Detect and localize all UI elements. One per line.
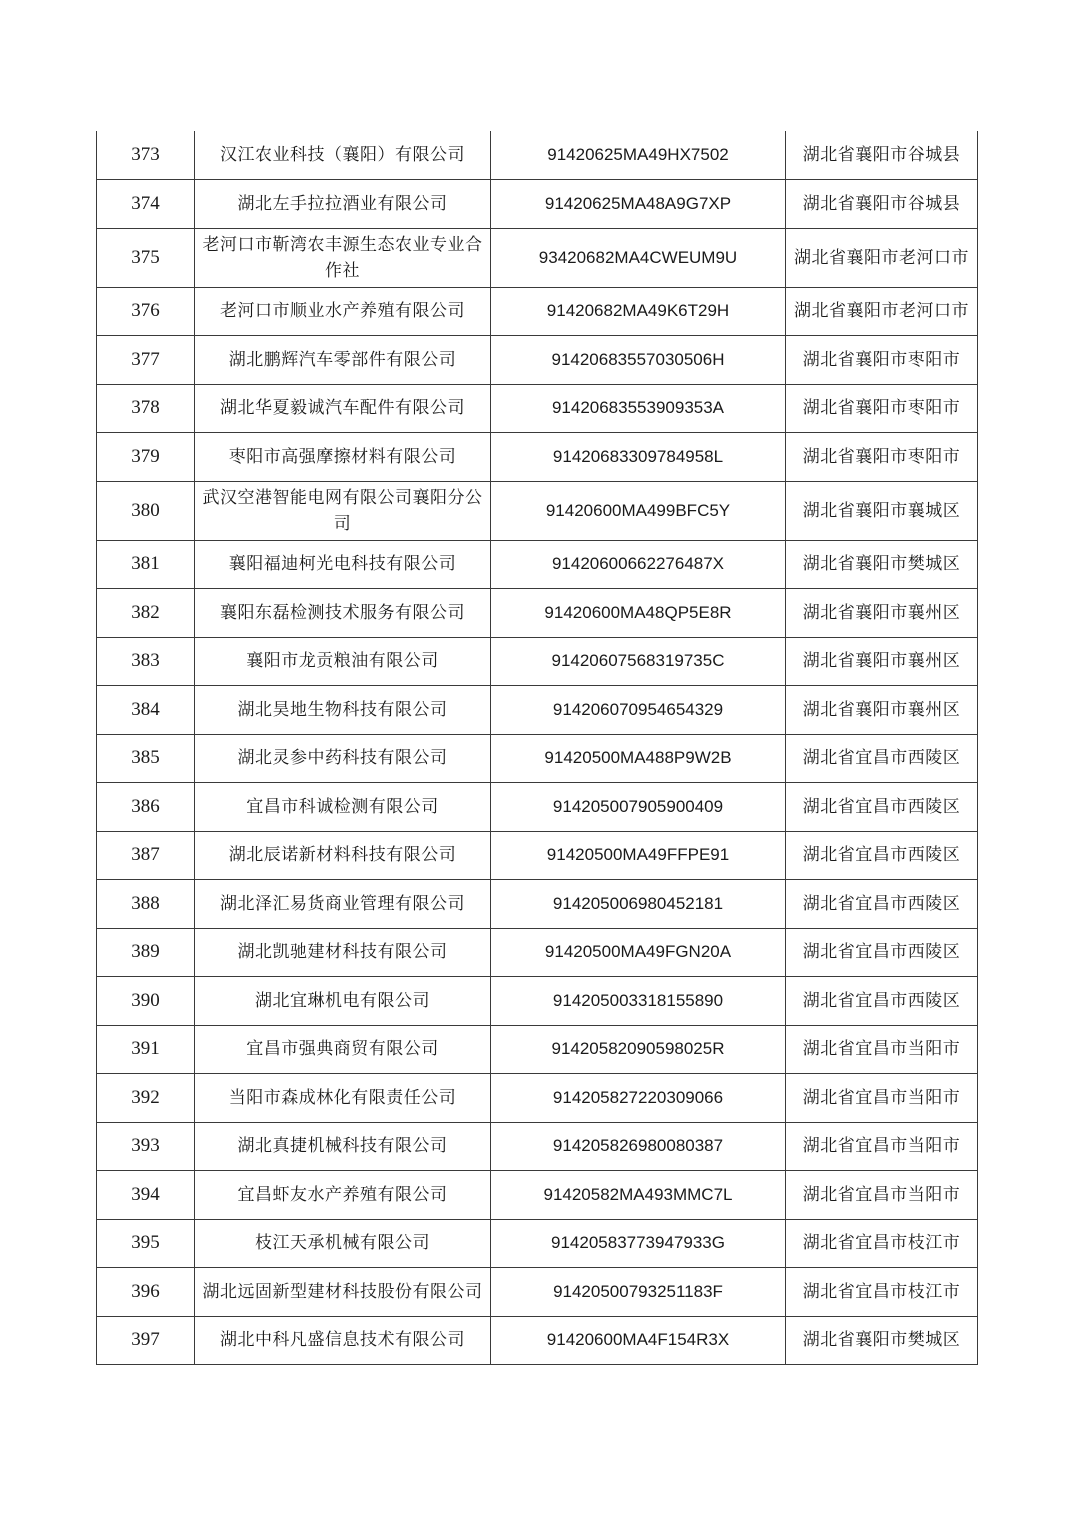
row-index: 393: [97, 1122, 195, 1171]
company-name: 湖北辰诺新材料科技有限公司: [195, 831, 491, 880]
table-row: [97, 1219, 978, 1268]
row-index: 379: [97, 433, 195, 482]
table-row: [97, 228, 978, 287]
region: 湖北省襄阳市樊城区: [786, 540, 978, 589]
credit-code: 914206070954654329: [491, 686, 786, 735]
row-index: 395: [97, 1219, 195, 1268]
region: 湖北省宜昌市当阳市: [786, 1074, 978, 1123]
company-name: 湖北真捷机械科技有限公司: [195, 1122, 491, 1171]
table-row: [97, 880, 978, 929]
row-index: 382: [97, 589, 195, 638]
credit-code: 91420500MA488P9W2B: [491, 734, 786, 783]
company-name: 湖北鹏辉汽车零部件有限公司: [195, 336, 491, 385]
credit-code: 91420683553909353A: [491, 384, 786, 433]
credit-code: 91420500MA49FFPE91: [491, 831, 786, 880]
company-name: 襄阳市龙贡粮油有限公司: [195, 637, 491, 686]
region: 湖北省宜昌市西陵区: [786, 928, 978, 977]
company-name: 宜昌虾友水产养殖有限公司: [195, 1171, 491, 1220]
company-name: 汉江农业科技（襄阳）有限公司: [195, 131, 491, 180]
region: 湖北省宜昌市当阳市: [786, 1171, 978, 1220]
company-name: 湖北华夏毅诚汽车配件有限公司: [195, 384, 491, 433]
table-row: [97, 589, 978, 638]
company-name: 襄阳福迪柯光电科技有限公司: [195, 540, 491, 589]
company-name: 武汉空港智能电网有限公司襄阳分公司: [195, 481, 491, 540]
row-index: 375: [97, 228, 195, 287]
company-name: 湖北中科凡盛信息技术有限公司: [195, 1316, 491, 1365]
company-name: 湖北昊地生物科技有限公司: [195, 686, 491, 735]
row-index: 394: [97, 1171, 195, 1220]
table-row: [97, 180, 978, 229]
table-row: [97, 433, 978, 482]
region: 湖北省襄阳市枣阳市: [786, 433, 978, 482]
credit-code: 91420583773947933G: [491, 1219, 786, 1268]
company-name: 湖北泽汇易货商业管理有限公司: [195, 880, 491, 929]
credit-code: 91420607568319735C: [491, 637, 786, 686]
company-name: 枣阳市高强摩擦材料有限公司: [195, 433, 491, 482]
table-row: [97, 686, 978, 735]
row-index: 386: [97, 783, 195, 832]
row-index: 392: [97, 1074, 195, 1123]
region: 湖北省宜昌市西陵区: [786, 831, 978, 880]
row-index: 389: [97, 928, 195, 977]
region: 湖北省襄阳市襄州区: [786, 589, 978, 638]
table-row: [97, 637, 978, 686]
company-name: 湖北灵参中药科技有限公司: [195, 734, 491, 783]
credit-code: 91420683557030506H: [491, 336, 786, 385]
region: 湖北省襄阳市谷城县: [786, 180, 978, 229]
row-index: 380: [97, 481, 195, 540]
table-row: [97, 287, 978, 336]
row-index: 376: [97, 287, 195, 336]
table-row: [97, 1316, 978, 1365]
row-index: 377: [97, 336, 195, 385]
credit-code: 93420682MA4CWEUM9U: [491, 228, 786, 287]
credit-code: 91420600MA499BFC5Y: [491, 481, 786, 540]
table-row: [97, 1171, 978, 1220]
row-index: 381: [97, 540, 195, 589]
company-name: 老河口市顺业水产养殖有限公司: [195, 287, 491, 336]
credit-code: 91420582090598025R: [491, 1025, 786, 1074]
credit-code: 91420682MA49K6T29H: [491, 287, 786, 336]
credit-code: 914205826980080387: [491, 1122, 786, 1171]
table-row: [97, 384, 978, 433]
region: 湖北省宜昌市西陵区: [786, 977, 978, 1026]
credit-code: 91420625MA49HX7502: [491, 131, 786, 180]
row-index: 390: [97, 977, 195, 1026]
table-row: [97, 783, 978, 832]
table-row: [97, 734, 978, 783]
credit-code: 914205007905900409: [491, 783, 786, 832]
row-index: 374: [97, 180, 195, 229]
region: 湖北省襄阳市老河口市: [786, 287, 978, 336]
company-name: 当阳市森成林化有限责任公司: [195, 1074, 491, 1123]
row-index: 385: [97, 734, 195, 783]
region: 湖北省襄阳市枣阳市: [786, 336, 978, 385]
row-index: 391: [97, 1025, 195, 1074]
region: 湖北省宜昌市当阳市: [786, 1122, 978, 1171]
region: 湖北省襄阳市襄州区: [786, 686, 978, 735]
row-index: 387: [97, 831, 195, 880]
region: 湖北省襄阳市谷城县: [786, 131, 978, 180]
region: 湖北省襄阳市樊城区: [786, 1316, 978, 1365]
region: 湖北省宜昌市西陵区: [786, 880, 978, 929]
credit-code: 91420600662276487X: [491, 540, 786, 589]
company-name: 湖北宜琳机电有限公司: [195, 977, 491, 1026]
table-body: [97, 131, 978, 1365]
region: 湖北省襄阳市襄城区: [786, 481, 978, 540]
company-registry-table: [96, 131, 978, 1365]
table-row: [97, 131, 978, 180]
region: 湖北省襄阳市襄州区: [786, 637, 978, 686]
credit-code: 91420600MA4F154R3X: [491, 1316, 786, 1365]
row-index: 378: [97, 384, 195, 433]
row-index: 397: [97, 1316, 195, 1365]
table-row: [97, 336, 978, 385]
credit-code: 91420500MA49FGN20A: [491, 928, 786, 977]
table-row: [97, 831, 978, 880]
region: 湖北省宜昌市西陵区: [786, 734, 978, 783]
row-index: 388: [97, 880, 195, 929]
company-name: 襄阳东磊检测技术服务有限公司: [195, 589, 491, 638]
credit-code: 91420582MA493MMC7L: [491, 1171, 786, 1220]
credit-code: 91420683309784958L: [491, 433, 786, 482]
credit-code: 91420500793251183F: [491, 1268, 786, 1317]
credit-code: 914205827220309066: [491, 1074, 786, 1123]
table-row: [97, 1074, 978, 1123]
table-row: [97, 540, 978, 589]
company-name: 老河口市靳湾农丰源生态农业专业合作社: [195, 228, 491, 287]
row-index: 384: [97, 686, 195, 735]
credit-code: 914205003318155890: [491, 977, 786, 1026]
table-row: [97, 1122, 978, 1171]
credit-code: 914205006980452181: [491, 880, 786, 929]
region: 湖北省宜昌市枝江市: [786, 1268, 978, 1317]
company-name: 湖北远固新型建材科技股份有限公司: [195, 1268, 491, 1317]
credit-code: 91420625MA48A9G7XP: [491, 180, 786, 229]
company-name: 枝江天承机械有限公司: [195, 1219, 491, 1268]
row-index: 383: [97, 637, 195, 686]
region: 湖北省宜昌市西陵区: [786, 783, 978, 832]
region: 湖北省襄阳市老河口市: [786, 228, 978, 287]
company-name: 宜昌市科诚检测有限公司: [195, 783, 491, 832]
table-row: [97, 928, 978, 977]
table-row: [97, 1025, 978, 1074]
credit-code: 91420600MA48QP5E8R: [491, 589, 786, 638]
company-name: 湖北左手拉拉酒业有限公司: [195, 180, 491, 229]
row-index: 396: [97, 1268, 195, 1317]
region: 湖北省宜昌市当阳市: [786, 1025, 978, 1074]
table-row: [97, 977, 978, 1026]
region: 湖北省宜昌市枝江市: [786, 1219, 978, 1268]
company-name: 宜昌市强典商贸有限公司: [195, 1025, 491, 1074]
row-index: 373: [97, 131, 195, 180]
company-name: 湖北凯驰建材科技有限公司: [195, 928, 491, 977]
table-row: [97, 481, 978, 540]
region: 湖北省襄阳市枣阳市: [786, 384, 978, 433]
table-row: [97, 1268, 978, 1317]
